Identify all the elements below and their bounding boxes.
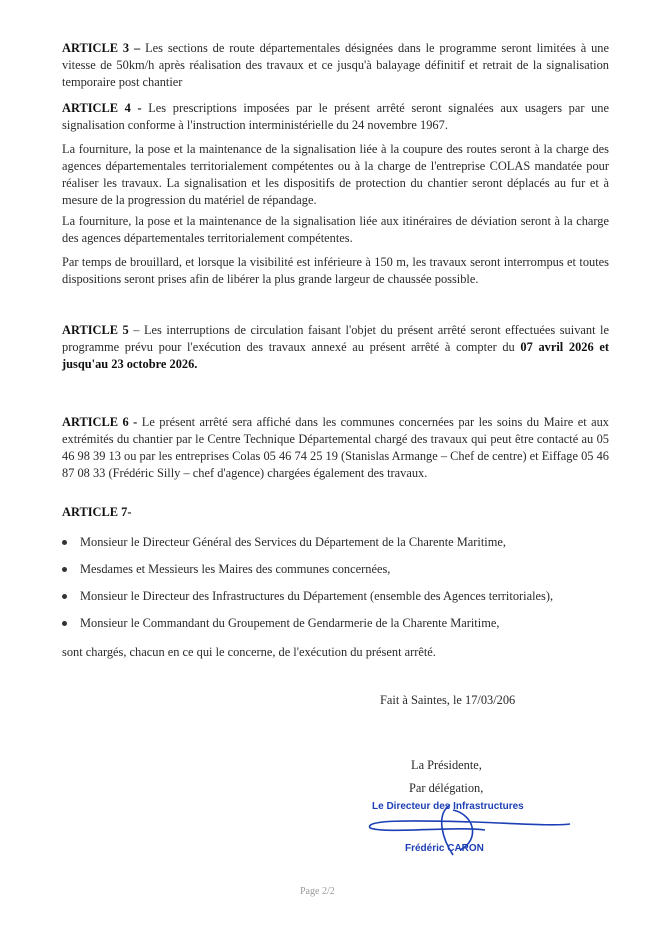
list-item-text: Monsieur le Directeur des Infrastructures du Département (ensemble des Agences territoriales), <box>80 589 554 603</box>
list-item <box>62 534 506 551</box>
paragraph: La fourniture, la pose et la maintenance de la signalisation liée aux itinéraires de déviation seront à la charge des agences départementales territorialement compétentes. <box>62 214 609 245</box>
list-item-text: Monsieur le Directeur Général des Services du Département de la Charente Maritime, <box>80 535 506 549</box>
list-item <box>62 615 499 632</box>
start-date: 07 avril 2026 <box>520 340 594 354</box>
article-6 <box>62 414 609 482</box>
place-date: Fait à Saintes, le 17/03/206 <box>380 693 516 707</box>
end-date: 23 octobre 2026. <box>111 357 198 371</box>
article-text: – Les interruptions de circulation faisant l'objet du présent arrêté seront effectuées suivant le programme prévu pour l'exécution des travaux annexé au présent arrêté à compter du <box>62 323 609 354</box>
list-item <box>62 588 553 605</box>
conjunction: et jusqu'au <box>62 340 609 371</box>
bullet-icon <box>62 621 67 626</box>
article-label: ARTICLE 7- <box>62 505 132 519</box>
article-5 <box>62 322 609 373</box>
article-label: ARTICLE 3 – <box>62 41 141 55</box>
list-item-text: Mesdames et Messieurs les Maires des communes concernées, <box>80 562 391 576</box>
article-text: Les sections de route départementales désignées dans le programme seront limitées à une vitesse de 50km/h après réalisation des travaux et ce jusqu'à balayage définitif et retrait de la signalisation temporaire post chantier <box>62 41 609 89</box>
article-4 <box>62 100 609 134</box>
bullet-icon <box>62 594 67 599</box>
article-text: Le présent arrêté sera affiché dans les communes concernées par les soins du Maire et aux extrémités du chantier par le Centre Technique Départemental chargé des travaux qui peut être contacté au 05 46 98 39 13 ou par les entreprises Colas 05 46 74 25 19 (Stanislas Armange – Chef de centre) et Eiffage 05 46 87 08 33 (Frédéric Silly – chef d'agence) chargées également des travaux. <box>62 415 610 480</box>
article-7 <box>62 504 609 521</box>
page-number: Page 2/2 <box>300 886 335 897</box>
article-label: ARTICLE 4 - <box>62 101 142 115</box>
article-text: Les prescriptions imposées par le présent arrêté seront signalées aux usagers par une signalisation conforme à l'instruction interministérielle du 24 novembre 1967. <box>62 101 609 132</box>
handwritten-signature <box>365 800 575 860</box>
delegation: Par délégation, <box>409 781 484 795</box>
list-item-text: Monsieur le Commandant du Groupement de Gendarmerie de la Charente Maritime, <box>80 616 500 630</box>
paragraph: Par temps de brouillard, et lorsque la visibilité est inférieure à 150 m, les travaux seront interrompus et toutes dispositions seront prises afin de libérer la plus grande largeur de chaussée possible. <box>62 255 609 286</box>
article-label: ARTICLE 5 <box>62 323 129 337</box>
article-3 <box>62 40 609 91</box>
closing-text: sont chargés, chacun en ce qui le concerne, de l'exécution du présent arrêté. <box>62 645 436 659</box>
stamp-role: Le Directeur des Infrastructures <box>372 801 524 812</box>
stamp-name: Frédéric CARON <box>405 843 484 854</box>
bullet-icon <box>62 540 67 545</box>
bullet-icon <box>62 567 67 572</box>
paragraph: La fourniture, la pose et la maintenance de la signalisation liée à la coupure des routes seront à la charge des agences départementales territorialement compétentes ou à la charge de l'entreprise COLAS mandatée pour réaliser les travaux. La signalisation et les dispositifs de protection du chantier seront déplacés au fur et à mesure de la progression du matériel de répandage. <box>62 142 609 207</box>
article-label: ARTICLE 6 - <box>62 415 138 429</box>
signatory-title: La Présidente, <box>411 758 482 772</box>
list-item <box>62 561 390 578</box>
